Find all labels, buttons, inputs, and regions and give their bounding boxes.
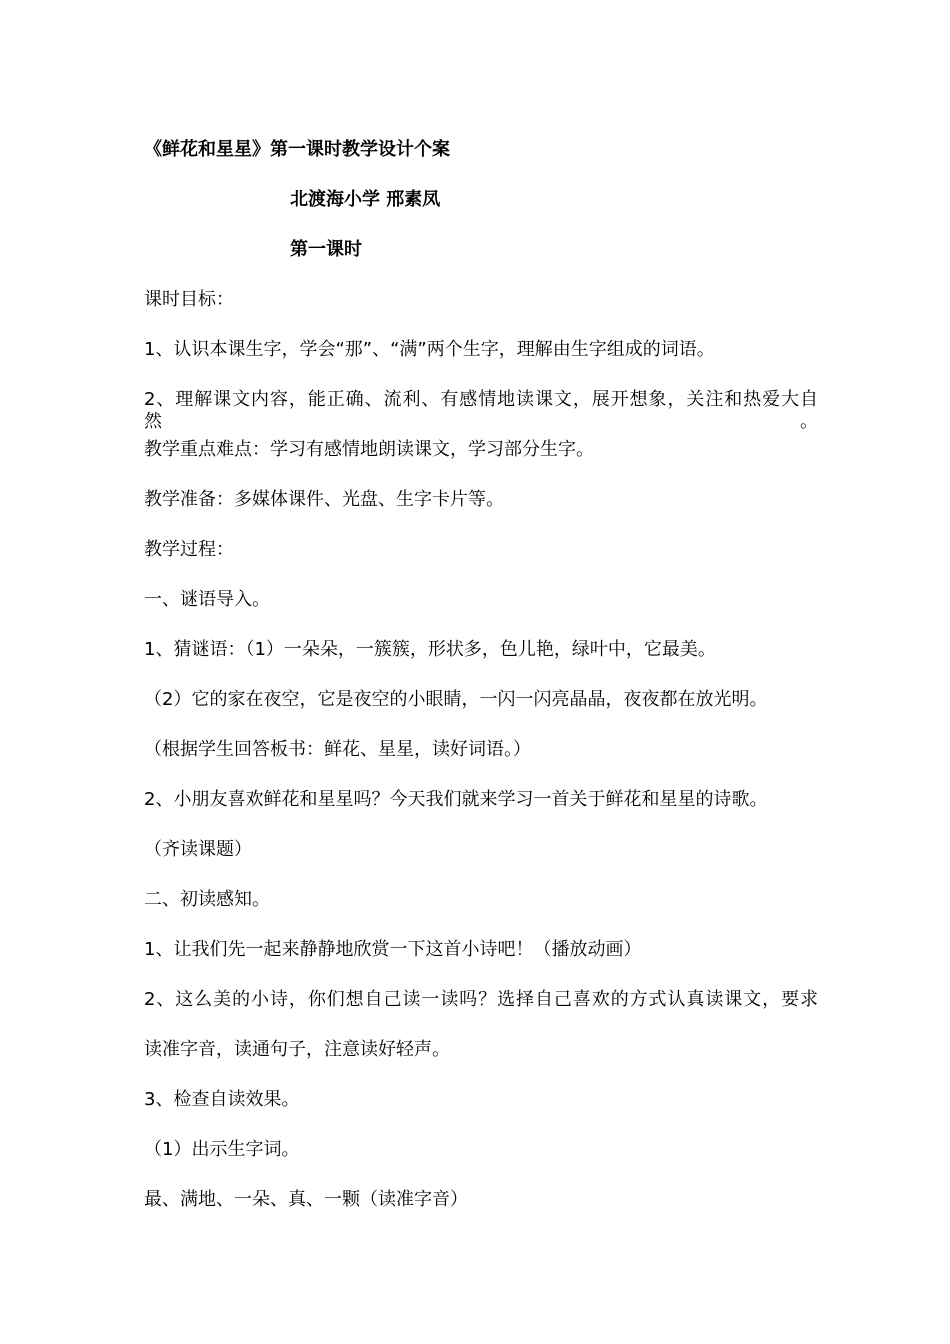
section-heading-intro: 一、谜语导入。 <box>144 589 270 610</box>
preparation-paragraph: 教学准备：多媒体课件、光盘、生字卡片等。 <box>144 489 504 510</box>
section-heading-process: 教学过程： <box>144 539 234 560</box>
text-line: 2、小朋友喜欢鲜花和星星吗？今天我们就来学习一首关于鲜花和星星的诗歌。 <box>144 789 768 810</box>
text-line: （齐读课题） <box>144 839 252 860</box>
document-author: 北渡海小学 邢素凤 <box>290 189 441 210</box>
text-line: （2）它的家在夜空，它是夜空的小眼睛，一闪一闪亮晶晶，夜夜都在放光明。 <box>144 689 768 710</box>
objective-item: 1、认识本课生字，学会“那”、“满”两个生字，理解由生字组成的词语。 <box>144 339 715 360</box>
section-heading-objectives: 课时目标： <box>144 289 234 310</box>
lesson-label: 第一课时 <box>290 239 362 260</box>
text-line: （根据学生回答板书：鲜花、星星，读好词语。） <box>144 739 531 760</box>
text-line: 读准字音，读通句子，注意读好轻声。 <box>144 1039 450 1060</box>
objective-item: 2、理解课文内容，能正确、流利、有感情地读课文，展开想象，关注和热爱大自然。 <box>144 389 818 432</box>
document-title: 《鲜花和星星》第一课时教学设计个案 <box>144 139 450 160</box>
text-line: 1、猜谜语：（1）一朵朵，一簇簇，形状多，色儿艳，绿叶中，它最美。 <box>144 639 716 660</box>
text-line: （1）出示生字词。 <box>144 1139 300 1160</box>
key-points-paragraph: 教学重点难点：学习有感情地朗读课文，学习部分生字。 <box>144 439 594 460</box>
text-line: 1、让我们先一起来静静地欣赏一下这首小诗吧！（播放动画） <box>144 939 642 960</box>
text-line: 3、检查自读效果。 <box>144 1089 300 1110</box>
vocabulary-line: 最、满地、一朵、真、一颗（读准字音） <box>144 1189 468 1210</box>
text-line: 2、这么美的小诗，你们想自己读一读吗？选择自己喜欢的方式认真读课文，要求 <box>144 989 818 1010</box>
section-heading-first-reading: 二、初读感知。 <box>144 889 270 910</box>
